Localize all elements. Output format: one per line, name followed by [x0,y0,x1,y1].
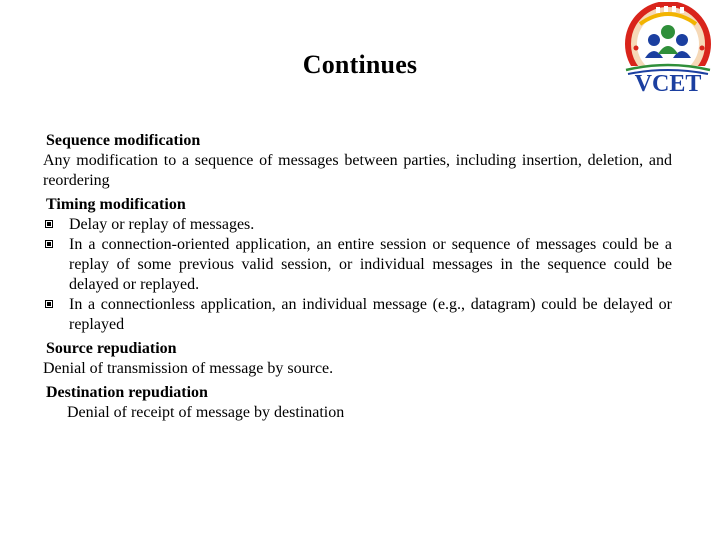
timing-bullet-list [43,215,672,335]
square-bullet-icon [45,240,53,248]
section-heading-sequence-modification: Sequence modification [46,132,201,149]
vcet-logo-graphic [618,2,718,102]
square-bullet-icon [45,300,53,308]
slide-title: Continues [302,50,418,79]
section-heading-timing-modification: Timing modification [46,196,186,213]
bullet-text: In a connectionless application, an individual message (e.g., datagram) could be delayed or replayed [69,296,672,333]
square-bullet-icon [45,220,53,228]
section-text-destination-repudiation: Denial of receipt of message by destination [67,404,345,421]
section-text-source-repudiation: Denial of transmission of message by source. [43,360,334,377]
vcet-logo-icon [618,2,718,102]
vcet-logo-text: VCET [634,71,702,97]
section-heading-destination-repudiation: Destination repudiation [46,384,208,401]
slide-content [43,127,672,423]
bullet-text: In a connection-oriented application, an entire session or sequence of messages could be a replay of some previous valid session, or individual messages in the sequence could be delayed or replayed. [69,236,672,293]
list-item [43,295,672,335]
section-heading-source-repudiation: Source repudiation [46,340,177,357]
list-item [43,235,672,295]
list-item [43,215,672,235]
bullet-text: Delay or replay of messages. [69,216,255,233]
section-text-sequence-modification: Any modification to a sequence of messages between parties, including insertion, deletion, and reordering [43,152,672,189]
